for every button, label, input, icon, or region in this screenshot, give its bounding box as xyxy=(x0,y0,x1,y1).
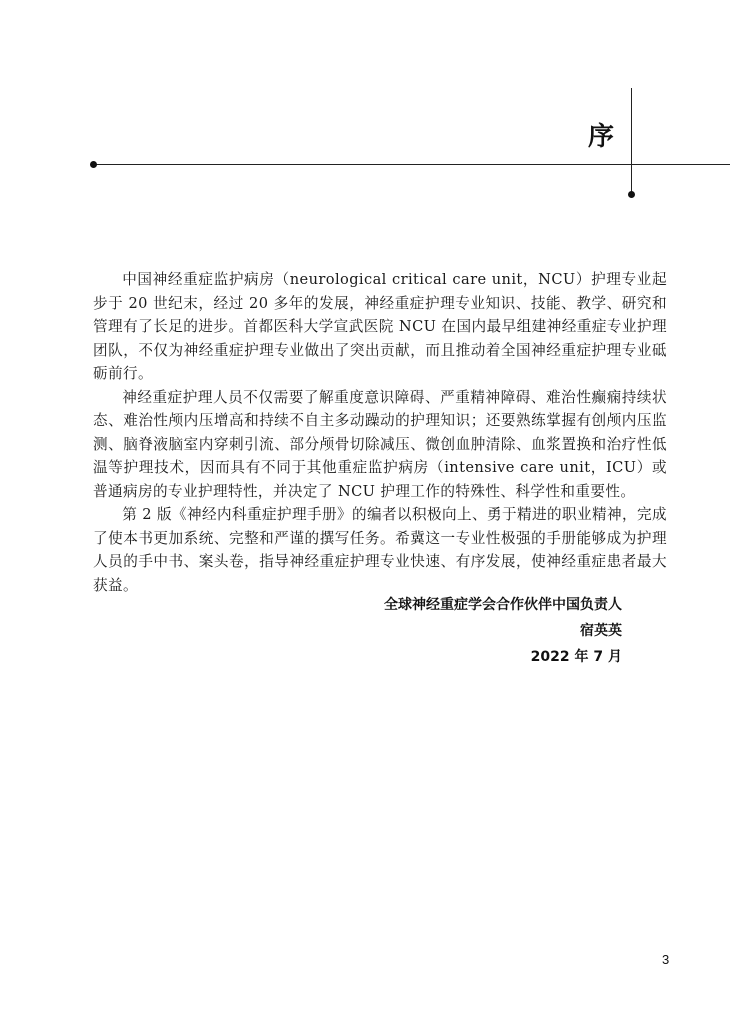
rule-dot-bottom xyxy=(628,191,635,198)
signature-block xyxy=(384,592,622,670)
header-horizontal-rule xyxy=(93,164,730,165)
page-number: 3 xyxy=(662,952,670,967)
signature-author: 宿英英 xyxy=(580,623,622,639)
paragraph-2: 神经重症护理人员不仅需要了解重度意识障碍、严重精神障碍、难治性癫痫持续状态、难治性颅内压增高和持续不自主多动躁动的护理知识；还要熟练掌握有创颅内压监测、脑脊液脑室内穿刺引流、部分颅骨切除减压、微创血肿清除、血浆置换和治疗性低温等护理技术，因而具有不同于其他重症监护病房（intensive care unit，ICU）或普通病房的专业护理特性，并决定了 NCU 护理工作的特殊性、科学性和重要性。 xyxy=(93,388,667,500)
header-vertical-rule xyxy=(631,88,632,194)
signature-date: 2022 年 7 月 xyxy=(530,649,622,665)
paragraph-1: 中国神经重症监护病房（neurological critical care unit，NCU）护理专业起步于 20 世纪末，经过 20 多年的发展，神经重症护理专业知识、技能、教学、研究和管理有了长足的进步。首都医科大学宣武医院 NCU 在国内最早组建神经重症专业护理团队，不仅为神经重症护理专业做出了突出贡献，而且推动着全国神经重症护理专业砥砺前行。 xyxy=(93,271,667,382)
page-title: 序 xyxy=(588,122,615,152)
signature-organization: 全球神经重症学会合作伙伴中国负责人 xyxy=(384,597,622,613)
rule-dot-left xyxy=(90,161,97,168)
preface-body xyxy=(93,268,667,597)
paragraph-3: 第 2 版《神经内科重症护理手册》的编者以积极向上、勇于精进的职业精神，完成了使本书更加系统、完整和严谨的撰写任务。希冀这一专业性极强的手册能够成为护理人员的手中书、案头卷，指导神经重症护理专业快速、有序发展，使神经重症患者最大获益。 xyxy=(93,506,667,594)
